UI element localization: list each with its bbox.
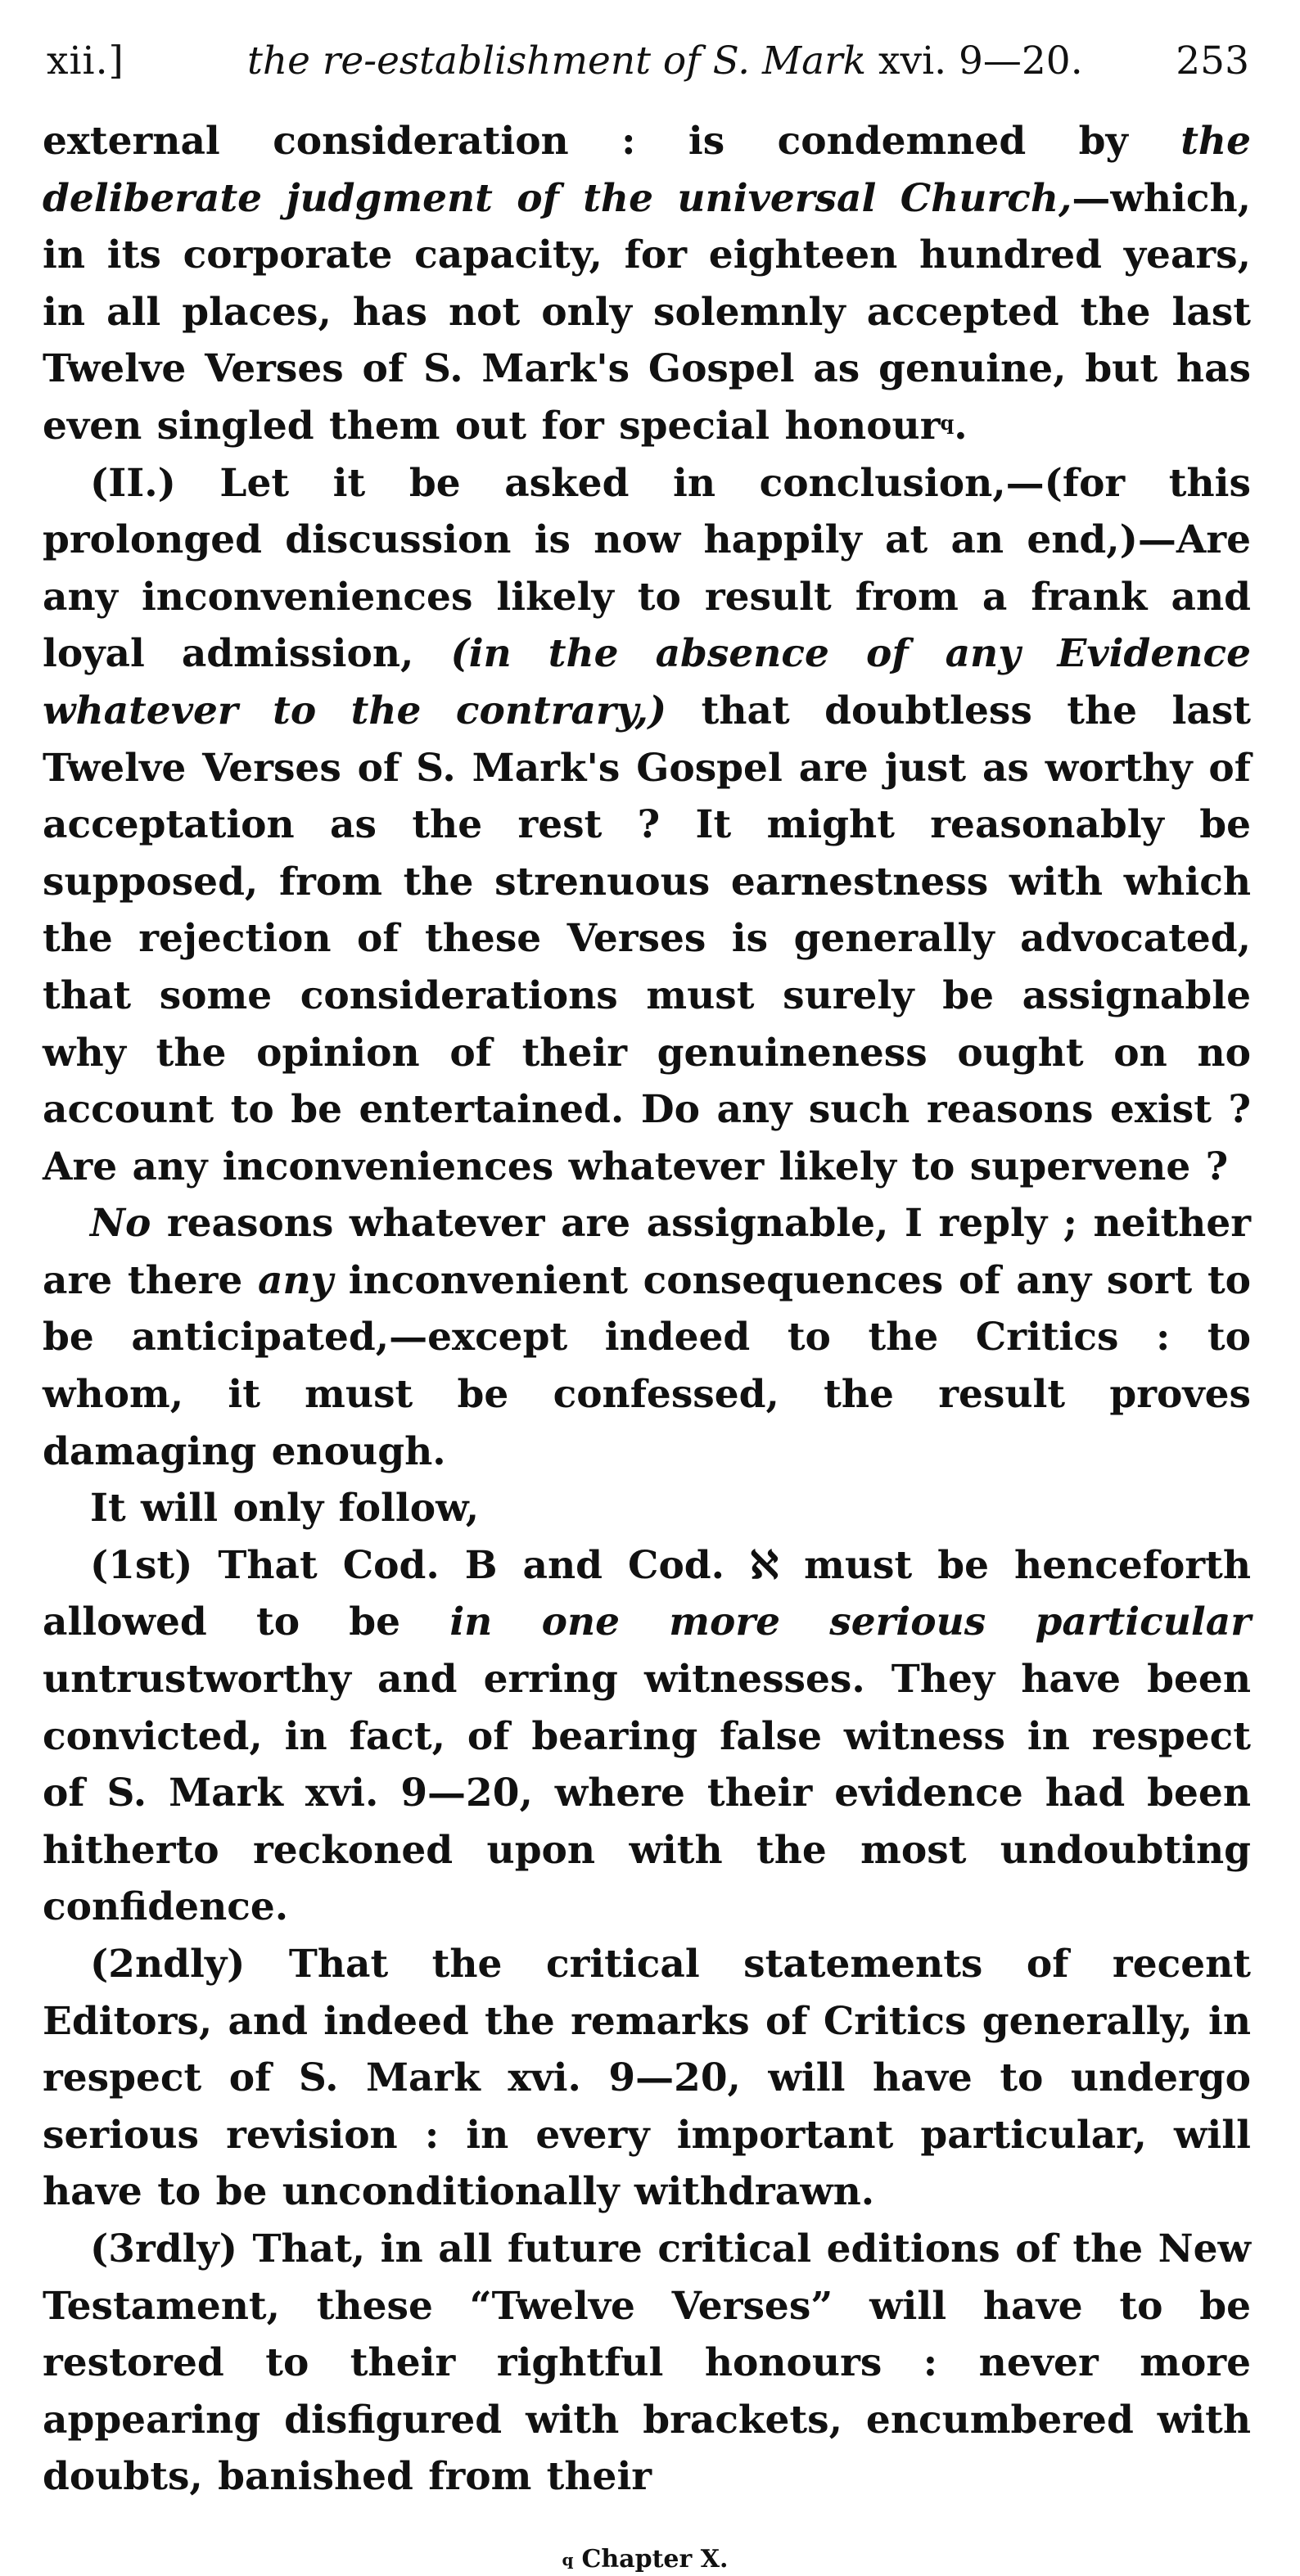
- text-segment: It will only follow,: [90, 1486, 480, 1532]
- italic-text: the deliberate judgment of the universal Church,: [43, 119, 1251, 221]
- running-title-text: the re-establishment of S. Mark: [247, 38, 867, 83]
- text-segment: (3rdly) That, in all future critical editions of the New Testament, these “Twelve Verses” will have to be restored to their rightful honours : never more appearing disfigured with brackets, encumbered with doubts, banished from their: [43, 2226, 1251, 2500]
- italic-text: No: [90, 1201, 151, 1247]
- text-segment: inconvenient consequences of any sort to be anticipated,—except indeed to the Critics : to whom, it must be confessed, the result proves damaging enough.: [43, 1257, 1252, 1474]
- paragraph: [43, 1195, 1251, 1480]
- italic-text: in one more serious particular: [449, 1599, 1251, 1645]
- running-title: [247, 33, 1083, 90]
- italic-text: (in the absence of any Evidence whatever to the contrary,): [43, 631, 1251, 733]
- italic-text: any: [258, 1257, 333, 1303]
- paragraph: [43, 1936, 1251, 2221]
- footnote-text: Chapter X.: [581, 2544, 729, 2574]
- text-segment: reasons whatever are assignable, I reply ; neither are there: [43, 1201, 1251, 1303]
- footnote: [34, 2543, 1256, 2576]
- text-segment: .: [954, 403, 968, 449]
- text-segment: —which, in its corporate capacity, for eighteen hundred years, in all places, has not only solemnly accepted the last Twelve Verses of S. Mark's Gospel as genuine, but has even singled them out for special honour: [43, 175, 1251, 449]
- paragraph: [43, 1537, 1251, 1936]
- paragraph: [43, 2221, 1251, 2506]
- text-segment: (2ndly) That the critical statements of recent Editors, and indeed the remarks of Critics generally, in respect of S. Mark xvi. 9—20, will have to undergo serious revision : in every important particular, will have to be unconditionally withdrawn.: [43, 1942, 1251, 2215]
- text-segment: that doubtless the last Twelve Verses of S. Mark's Gospel are just as worthy of acceptation as the rest ? It might reasonably be supposed, from the strenuous earnestness with which the rejection of these Verses is generally advocated, that some considerations must surely be assignable why the opinion of their genuineness ought on no account to be entertained. Do any such reasons exist ? Are any inconveniences whatever likely to supervene ?: [43, 688, 1251, 1189]
- footnote-reference: q: [940, 410, 955, 435]
- text-segment: (II.) Let it be asked in conclusion,—(for this prolonged discussion is now happily at an end,)—Are any inconveniences likely to result from a frank and loyal admission,: [43, 460, 1251, 677]
- running-header: [34, 33, 1256, 90]
- paragraph: [43, 455, 1251, 1196]
- body-text: [34, 113, 1256, 2506]
- book-page: [34, 33, 1256, 2574]
- text-segment: untrustworthy and erring witnesses. They have been convicted, in fact, of bearing false witness in respect of S. Mark xvi. 9—20, where their evidence had been hitherto reckoned upon with the most undoubting confidence.: [43, 1657, 1251, 1930]
- chapter-number: xii.]: [47, 38, 124, 83]
- text-segment: external consideration : is condemned by: [43, 119, 1181, 164]
- paragraph: [43, 113, 1251, 455]
- footnote-marker: q: [562, 2549, 574, 2569]
- paragraph: [43, 1480, 1251, 1537]
- running-title-reference: xvi. 9—20.: [878, 38, 1083, 83]
- page-number: 253: [1176, 38, 1249, 83]
- text-segment: (1st) That Cod. B and Cod. ℵ must be henceforth allowed to be: [43, 1542, 1251, 1645]
